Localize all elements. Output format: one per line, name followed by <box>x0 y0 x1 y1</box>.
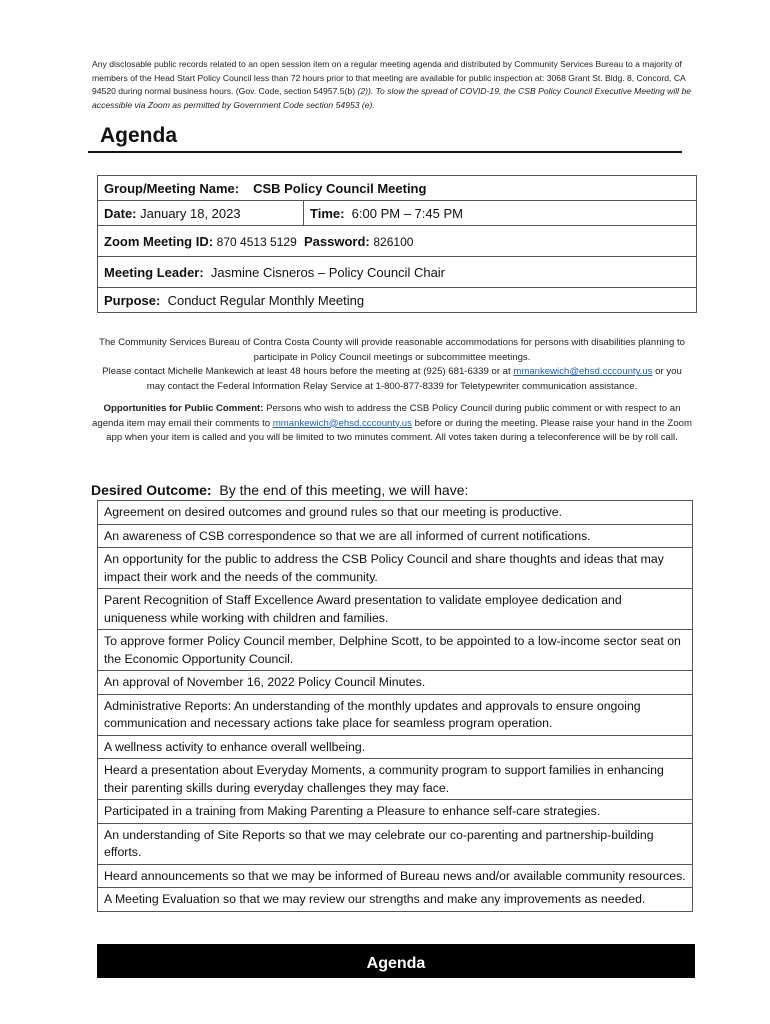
leader-value: Jasmine Cisneros – Policy Council Chair <box>210 264 446 280</box>
public-comment-text-pre: Persons who wish to address the CSB Policy Council during public comment or with respect to an agenda item may email their comments to <box>92 403 681 429</box>
public-records-disclaimer <box>92 58 692 112</box>
purpose-cell <box>98 288 697 313</box>
desired-outcome-heading <box>91 482 468 498</box>
outcome-row <box>98 800 693 824</box>
agenda-bar-label: Agenda <box>366 955 426 972</box>
outcome-row <box>98 823 693 864</box>
outcome-row <box>98 671 693 695</box>
meeting-info-table <box>97 175 697 313</box>
title-underline <box>88 151 682 153</box>
public-comment-notice <box>92 402 692 446</box>
public-comment-text-post: before or during the meeting. Please raise your hand in the Zoom app when your item is called and you will be limited to two minutes comment. All votes taken during a teleconference will be by roll call. <box>106 417 692 444</box>
outcome-item: An approval of November 16, 2022 Policy Council Minutes. <box>98 671 693 695</box>
leader-cell <box>98 257 697 288</box>
outcome-row <box>98 548 693 589</box>
disclaimer-italic: (2)). To slow the spread of COVID-19, the CSB Policy Council Executive Meeting will be accessible via Zoom as permitted by Government Code section 54953 (e). <box>92 86 692 110</box>
group-cell <box>98 176 697 201</box>
password-value: 826100 <box>373 234 414 249</box>
time-cell <box>304 201 697 226</box>
outcome-item: To approve former Policy Council member, Delphine Scott, to be appointed to a low-income sector seat on the Economic Opportunity Council. <box>98 630 693 671</box>
outcome-row <box>98 694 693 735</box>
public-comment-label: Opportunities for Public Comment: <box>103 403 264 414</box>
accommodation-line2-pre: Please contact Michelle Mankewich at least 48 hours before the meeting at (925) 681-6339 or at <box>102 366 514 378</box>
accommodation-notice <box>92 336 692 395</box>
outcome-item: Participated in a training from Making Parenting a Pleasure to enhance self-care strategies. <box>98 800 693 824</box>
outcomes-table <box>97 500 693 912</box>
outcome-row <box>98 589 693 630</box>
agenda-section-bar <box>97 944 695 978</box>
outcome-item: An understanding of Site Reports so that we may celebrate our co-parenting and partnership-building efforts. <box>98 823 693 864</box>
leader-row <box>98 257 697 288</box>
outcome-item: Agreement on desired outcomes and ground rules so that our meeting is productive. <box>98 501 693 525</box>
outcome-row <box>98 759 693 800</box>
outcome-item: Parent Recognition of Staff Excellence Award presentation to validate employee dedication and uniqueness while working with children and families. <box>98 589 693 630</box>
desired-outcome-label: Desired Outcome: <box>91 482 212 498</box>
disclaimer-text: Any disclosable public records related to an open session item on a regular meeting agenda and distributed by Community Services Bureau to a majority of members of the Head Start Policy Council less than 72 hours prior to that meeting are available for public inspection at: 3068 Grant St. Bldg. 8, Concord, CA 94520 during normal business hours. (Gov. Code, section 54957.5(b) <box>92 59 686 96</box>
accommodation-line1: The Community Services Bureau of Contra Costa County will provide reasonable accommodations for persons with disabilities planning to participate in Policy Council meetings or subcommittee meetings. <box>98 337 686 363</box>
outcome-row <box>98 630 693 671</box>
page-title: Agenda <box>100 124 178 147</box>
purpose-value: Conduct Regular Monthly Meeting <box>167 292 365 308</box>
date-value: January 18, 2023 <box>140 205 241 221</box>
outcome-row <box>98 501 693 525</box>
purpose-row <box>98 288 697 313</box>
purpose-label: Purpose: <box>104 292 161 308</box>
outcome-item: A wellness activity to enhance overall wellbeing. <box>98 735 693 759</box>
date-time-row <box>98 201 697 226</box>
password-label: Password: <box>304 233 370 249</box>
outcome-item: A Meeting Evaluation so that we may review our strengths and make any improvements as needed. <box>98 888 693 912</box>
group-value: CSB Policy Council Meeting <box>253 180 427 196</box>
outcome-item: An opportunity for the public to address the CSB Policy Council and share thoughts and ideas that may impact their work and the needs of the community. <box>98 548 693 589</box>
zoom-row <box>98 226 697 257</box>
outcome-row <box>98 524 693 548</box>
outcome-item: Administrative Reports: An understanding of the monthly updates and approvals to ensure ongoing communication and necessary actions take place for seamless program operation. <box>98 694 693 735</box>
outcome-item: An awareness of CSB correspondence so that we are all informed of current notifications. <box>98 524 693 548</box>
outcome-item: Heard announcements so that we may be informed of Bureau news and/or available community resources. <box>98 864 693 888</box>
public-comment-email-link[interactable]: mmankewich@ehsd.cccounty.us <box>272 417 412 429</box>
outcome-row <box>98 864 693 888</box>
accommodation-line2-post: or you may contact the Federal Information Relay Service at 1-800-877-8339 for Teletypewriter communication assistance. <box>146 366 682 393</box>
outcome-row <box>98 888 693 912</box>
date-cell <box>98 201 304 226</box>
outcome-row <box>98 735 693 759</box>
zoom-cell <box>98 226 697 257</box>
time-value: 6:00 PM – 7:45 PM <box>351 205 463 221</box>
accommodation-email-link[interactable]: mmankewich@ehsd.cccounty.us <box>513 366 653 378</box>
desired-outcome-text: By the end of this meeting, we will have: <box>219 482 469 498</box>
outcome-item: Heard a presentation about Everyday Moments, a community program to support families in enhancing their parenting skills during everyday challenges they may face. <box>98 759 693 800</box>
group-label: Group/Meeting Name: <box>104 180 240 196</box>
time-label: Time: <box>310 205 345 221</box>
zoom-label: Zoom Meeting ID: <box>104 233 214 249</box>
group-row <box>98 176 697 201</box>
leader-label: Meeting Leader: <box>104 264 204 280</box>
date-label: Date: <box>104 205 137 221</box>
zoom-id: 870 4513 5129 <box>216 234 297 249</box>
